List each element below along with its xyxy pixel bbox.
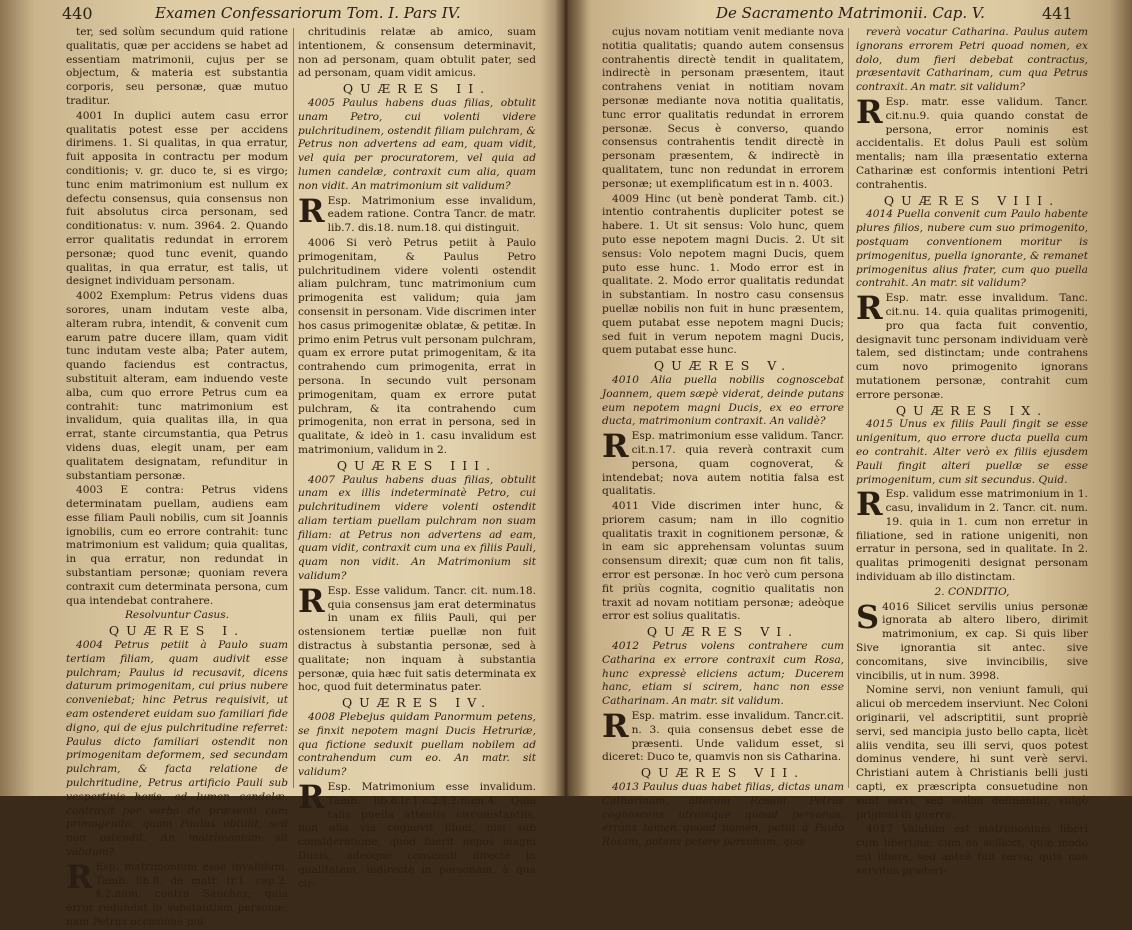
response-text: Esp. matr. esse validum. Tancr. cit.nu.9. quia quando constat de persona, error nominis est accidentalis. Et dolus Pauli est solùm mentalis; nam illa præsentatio externa Catharinæ est conformis intentioni Petri contrahentis. <box>856 95 1088 191</box>
drop-cap: R <box>602 427 629 466</box>
section-subheading: 2. CONDITIO, <box>934 585 1010 598</box>
case-statement: 4007 Paulus habens duas filias, obtulit unam ex illis indeterminatè Petro, cui pulchritudinem videre volenti ostendit aliam tertiam puellam pulchram non suam filiam: at Petrus non advertens ad eam, quam vidit, contraxit cum una ex filiis Pauli, quam non vidit. An Matrimonium sit validum? <box>298 473 536 583</box>
running-title: De Sacramento Matrimonii. Cap. V. <box>716 4 985 22</box>
case-statement: 4014 Puella convenit cum Paulo habente plures filios, nubere cum suo primogenito, postquam conventionem moritur is primogenitus, puella ignorante, & remanet primogenitus alius frater, cum quo puella contrahit. An matr. sit validum? <box>856 208 1088 290</box>
response-text: Esp. matrimonium esse invalidum. Tamb. lib.8. de matr. tr.1. cap.2. §.2.num. contra Sanchez; quia error redundat in substantiam personæ; nam Petrus occasione pul- <box>66 860 288 928</box>
body-paragraph: 4017 Validum est matrimonium liberi cum libertina; cum ea scilicet, quæ modo est libera, sed anteà fuit serva; quia non servitus præteri- <box>856 823 1088 877</box>
text-column-2 <box>856 26 1088 877</box>
column-rule <box>848 28 849 788</box>
body-paragraph: chritudinis relatæ ab amico, suam intentionem, & consensum determinavit, non ad personam, quam obtulit pater, sed ad personam, quam vidit amicus. <box>298 26 536 80</box>
text-column-1 <box>66 26 288 928</box>
case-statement: reverà vocatur Catharina. Paulus autem ignorans errorem Petri quoad nomen, ex dolo, dum fieri debebat contractus, præsentavit Catharinam, cum qua Petrus contraxit. An matr. sit validum? <box>856 26 1088 94</box>
body-paragraph: cujus novam notitiam venit mediante nova notitia qualitatis; quando autem consensus contrahentis directè tendit in qualitatem, indirectè in personam præsentem, itaut contrahens veniat in notitiam novam personæ mediante nova notitia qualitatis, tunc error qualitatis redundat in errorem personæ. Secus è converso, quando consensus contrahentis tendit directè in personam præsentem, & indirectè in qualitatem, tunc non redundat in errorem personæ; ut exemplificatum est in n. 4003. <box>602 26 844 190</box>
response-text: Esp. matr. esse invalidum. Tanc. cit.nu. 14. quia qualitas primogeniti, pro qua facta fuit conventio, designavit tunc personam individuam verè talem, sed distinctam; unde contrahens cum novo primogenito ignorans mutationem personæ, contrahit cum errore personæ. <box>856 292 1088 401</box>
response-paragraph <box>66 857 288 930</box>
question-heading: QUÆRES III. <box>336 457 498 473</box>
body-paragraph: 4001 In duplici autem casu error qualitatis potest esse per accidens dirimens. 1. Si qualitas, in qua erratur, fuit apposita in contractu per modum conditionis; v. gr. duco te, si es virgo; tunc enim matrimonium est nullum ex defectu consensus, quia consensus non fuit absolutus circa personam, sed conditionatus: v. num. 3964. 2. Quando error qualitatis redundat in errorem personæ; quod tunc evenit, quando qualitas, in qua erratur, est talis, ut designet individuam personam. <box>66 109 288 288</box>
case-statement: 4013 Paulus duas habet filias, dictas unam Catharinam, alteram Rosam. Petrus cognoscens utramque quoad personas, errans tamen quoad nomen, petiit à Paulo Rosam, putans petere personam, quæ <box>602 781 844 849</box>
question-heading: QUÆRES I. <box>108 623 246 639</box>
case-statement: 4012 Petrus volens contrahere cum Catharina ex errore contraxit cum Rosa, hunc expressè eliciens actum; Ducerem hanc, etiam si scirem, hanc non esse Catharinam. An matr. sit validum. <box>602 640 844 708</box>
question-heading: QUÆRES IX. <box>895 402 1049 418</box>
drop-cap: R <box>298 581 325 620</box>
response-paragraph <box>856 289 1088 402</box>
case-statement: 4004 Petrus petiit à Paulo suam tertiam filiam, quam audivit esse pulchram; Paulus id recusavit, dicens daturum primogenitam, cui prius nubere conveniebat; hinc Petrus requisivit, ut eam ostenderet euidam suo familiari fide digno, qui de ejus pulchritudine referret: Paulus dicto familiari ostendit non primogenitam deformem, sed secundam pulchram, & facta relatione de pulchritudine, Petrus artificio Pauli sub vespertinis horis, ad lumen candelæ, contraxit per verba de præsenti cum primogenita, quam Paulus obtulit, sed non ostendit. An matrimonium sit validum? <box>66 639 288 859</box>
case-statement: 4005 Paulus habens duas filias, obtulit unam Petro, cui volenti videre pulchritudinem, ostendit filiam pulchram, & Petrus non advertens ad eam, quam vidit, vel quia per procuratorem, vel quia ad lumen candelæ, contraxit cum alia, quam non vidit. An matrimonium sit validum? <box>298 96 536 192</box>
drop-cap: R <box>602 707 629 746</box>
case-statement: 4008 Plebejus quidam Panormum petens, se finxit nepotem magni Ducis Hetruriæ, qua fictione seduxit puellam nobilem ad contrahendum cum eo. An matr. sit validum? <box>298 711 536 779</box>
page-number: 441 <box>1042 4 1073 23</box>
response-text: Esp. matrim. esse invalidum. Tancr.cit. n. 3. quia consensus debet esse de præsenti. Unde validum esset, si diceret: Duco te, quamvis non sis Catharina. <box>602 710 844 764</box>
question-heading: QUÆRES V. <box>653 358 793 374</box>
body-paragraph: 4006 Si verò Petrus petiit à Paulo primogenitam, & Paulus Petro pulchritudinem videre volenti ostendit aliam pulchram, tunc matrimonium cum primogenita est validum; quia jam consensit in personam. Vide discrimen inter hos casus primogenitæ oblatæ, & petitæ. In primo enim Petrus vult personam pulchram, quam ex errore putat primogenitam, & ita contrahendo cum primogenita, errat in persona. In secundo vult personam primogenitam, quam ex errore putat pulchram, & ita contrahendo cum primogenita, non errat in persona, sed in qualitate, & ideò in 1. casu invalidum est matrimonium, validum in 2. <box>298 236 536 456</box>
body-paragraph: 4002 Exemplum: Petrus videns duas sorores, unam indutam veste alba, alteram rubra, intendit, & convenit cum earum patre ducere illam, quam vidit tunc indutam veste alba; Pater autem, quando faciendus est contractus, substituit alteram, eam induendo veste alba, cum quo errore Petrus cum ea contrahit: tunc matrimonium est invalidum, quia qualitas illa, in qua errat, stante circumstantia, qua Petrus videns duas, elegit unam, per eam qualitatem designatam, refunditur in substantiam personæ. <box>66 290 288 482</box>
response-text: 4016 Silicet servilis unius personæ ignorata ab altero libero, dirimit matrimonium, ex cap. Si quis liber Sive ignorantia sit antec. sive concomitans, sive invincibilis, sive vincibilis, ut in num. 3998. <box>856 600 1088 682</box>
response-paragraph <box>602 427 844 499</box>
column-rule <box>293 28 294 788</box>
response-text: Esp. Esse validum. Tancr. cit. num.18. quia consensus jam erat determinatus in unam ex filiis Pauli, qui per ostensionem tertiæ puellæ non fuit distractus à substantia personæ, sed à qualitate; non inquam à substantia personæ, quia hæc fuit satis determinata ex hoc, quod fuit determinatus pater. <box>298 584 536 694</box>
question-heading: QUÆRES VII. <box>640 765 806 781</box>
case-statement: 4010 Alia puella nobilis cognoscebat Joannem, quem sæpè viderat, deinde putans eum nepotem magni Ducis, ex eo errore ducta, matrimonium contraxit. An validè? <box>602 373 844 428</box>
case-statement: 4015 Unus ex filiis Pauli fingit se esse unigenitum, quo errore ducta puella cum eo contrahit. Alter verò ex filiis ejusdem Pauli fingit alteri puellæ se esse primogenitum, cum sit secundus. Quid. <box>856 418 1088 486</box>
body-paragraph: 4011 Vide discrimen inter hunc, & priorem casum; nam in illo cognitio qualitatis traxit in cognitionem personæ, & in eam sic apprehensam voluntas suum consensum direxit; quæ cum non fit talis, error est personæ. In hoc verò cum persona fit priùs cognita, cognitio qualitatis non traxit ad novam notitiam personæ; adeòque error est solius qualitatis. <box>602 500 844 623</box>
response-paragraph <box>298 581 536 695</box>
body-paragraph: Nomine servi, non veniunt famuli, qui alicui ob mercedem inserviunt. Nec Coloni originarii, vel adscriptitii, sunt propriè servi, sed mancipia justo bello capta, licèt aliis vendita, seu illi servi, quos potest dominus vendere, hi sunt verè servi. Christiani autem à Christianis belli justi capti, ex præscripta consuetudine non sunt servi, sed solùm detinentur, vulgò prigioni di guerra. <box>856 684 1088 821</box>
drop-cap: R <box>66 857 93 896</box>
drop-cap: R <box>856 92 883 131</box>
response-paragraph <box>856 92 1088 193</box>
response-text: Esp. Matrimonium esse invalidum, eadem ratione. Contra Tancr. de matr. lib.7. dis.18. num.18. qui distinguit. <box>327 194 536 235</box>
drop-cap: S <box>856 597 880 636</box>
left-page <box>0 0 566 928</box>
drop-cap: R <box>298 778 325 817</box>
running-title: Examen Confessariorum Tom. I. Pars IV. <box>155 4 461 22</box>
question-heading: QUÆRES II. <box>342 81 492 97</box>
response-paragraph <box>856 485 1088 585</box>
question-heading: QUÆRES IV. <box>341 695 493 711</box>
page-number: 440 <box>62 4 93 23</box>
right-page <box>566 0 1132 877</box>
drop-cap: R <box>856 485 883 524</box>
section-subheading: Resolvuntur Casus. <box>124 609 230 622</box>
response-text: Esp. Matrimonium esse invalidum. Tamb. lib.8.tr.1.c.2.§.2.num.4. Quia talis puella attentis circumstantiis, non alia via cognovit illum, nisi sub consideratione, quòd fuerit nepos magni Ducis, adeòque consensit directè in qualitatem, indirectè in personam, à qua cir- <box>298 781 536 890</box>
response-paragraph <box>298 778 536 891</box>
drop-cap: R <box>856 289 883 328</box>
response-paragraph <box>856 597 1088 684</box>
question-heading: QUÆRES VI. <box>646 624 800 640</box>
response-text: Esp. validum esse matrimonium in 1. casu, invalidum in 2. Tancr. cit. num. 19. quia in 1. cum non erretur in filiatione, sed in ratione unigeniti, non erratur in persona, sed in qualitate. In 2. qualitas primogeniti designat personam individuam ab illo distinctam. <box>856 488 1088 584</box>
body-paragraph: ter, sed solùm secundum quid ratione qualitatis, quæ per accidens se habet ad essentiam matrimonii, cujus per se objectum, & materia est substantia corporis, seu personæ, quæ mutuo traditur. <box>66 26 288 107</box>
response-text: Esp. matrimonium esse validum. Tancr. cit.n.17. quia reverà contraxit cum persona, quam cognoverat, & intendebat; nova autem notitia falsa est qualitatis. <box>602 430 844 498</box>
text-column-1 <box>602 26 844 849</box>
response-paragraph <box>602 707 844 765</box>
drop-cap: R <box>298 191 325 230</box>
body-paragraph: 4003 E contra: Petrus videns determinatam puellam, audiens eam esse filiam Pauli nobilis, cum sit Joannis ignobilis, cum eo errore contrahit: tunc matrimonium est validum; quia qualitas, in qua erratur, non redundat in substantiam personæ; quoniam revera contraxit cum determinata persona, cum qua intendebat contrahere. <box>66 484 288 607</box>
body-paragraph: 4009 Hinc (ut benè ponderat Tamb. cit.) intentio contrahentis dupliciter potest se habere. 1. Ut sit sensus: Volo hunc, quem puto esse nepotem magni Ducis. 2. Ut sit sensus: Volo nepotem magni Ducis, quem puto esse hunc. 1. Modo error est in qualitate. 2. Modo error qualitatis redundat in substantiam. In nostro casu consensus puellæ nobilis non fuit in hunc præsentem, quem putabat esse nepotem magni Ducis; sed fuit in verum nepotem magni Ducis, quem putabat esse hunc. <box>602 192 844 357</box>
question-heading: QUÆRES VIII. <box>883 192 1061 208</box>
response-paragraph <box>298 191 536 236</box>
text-column-2 <box>298 26 536 890</box>
